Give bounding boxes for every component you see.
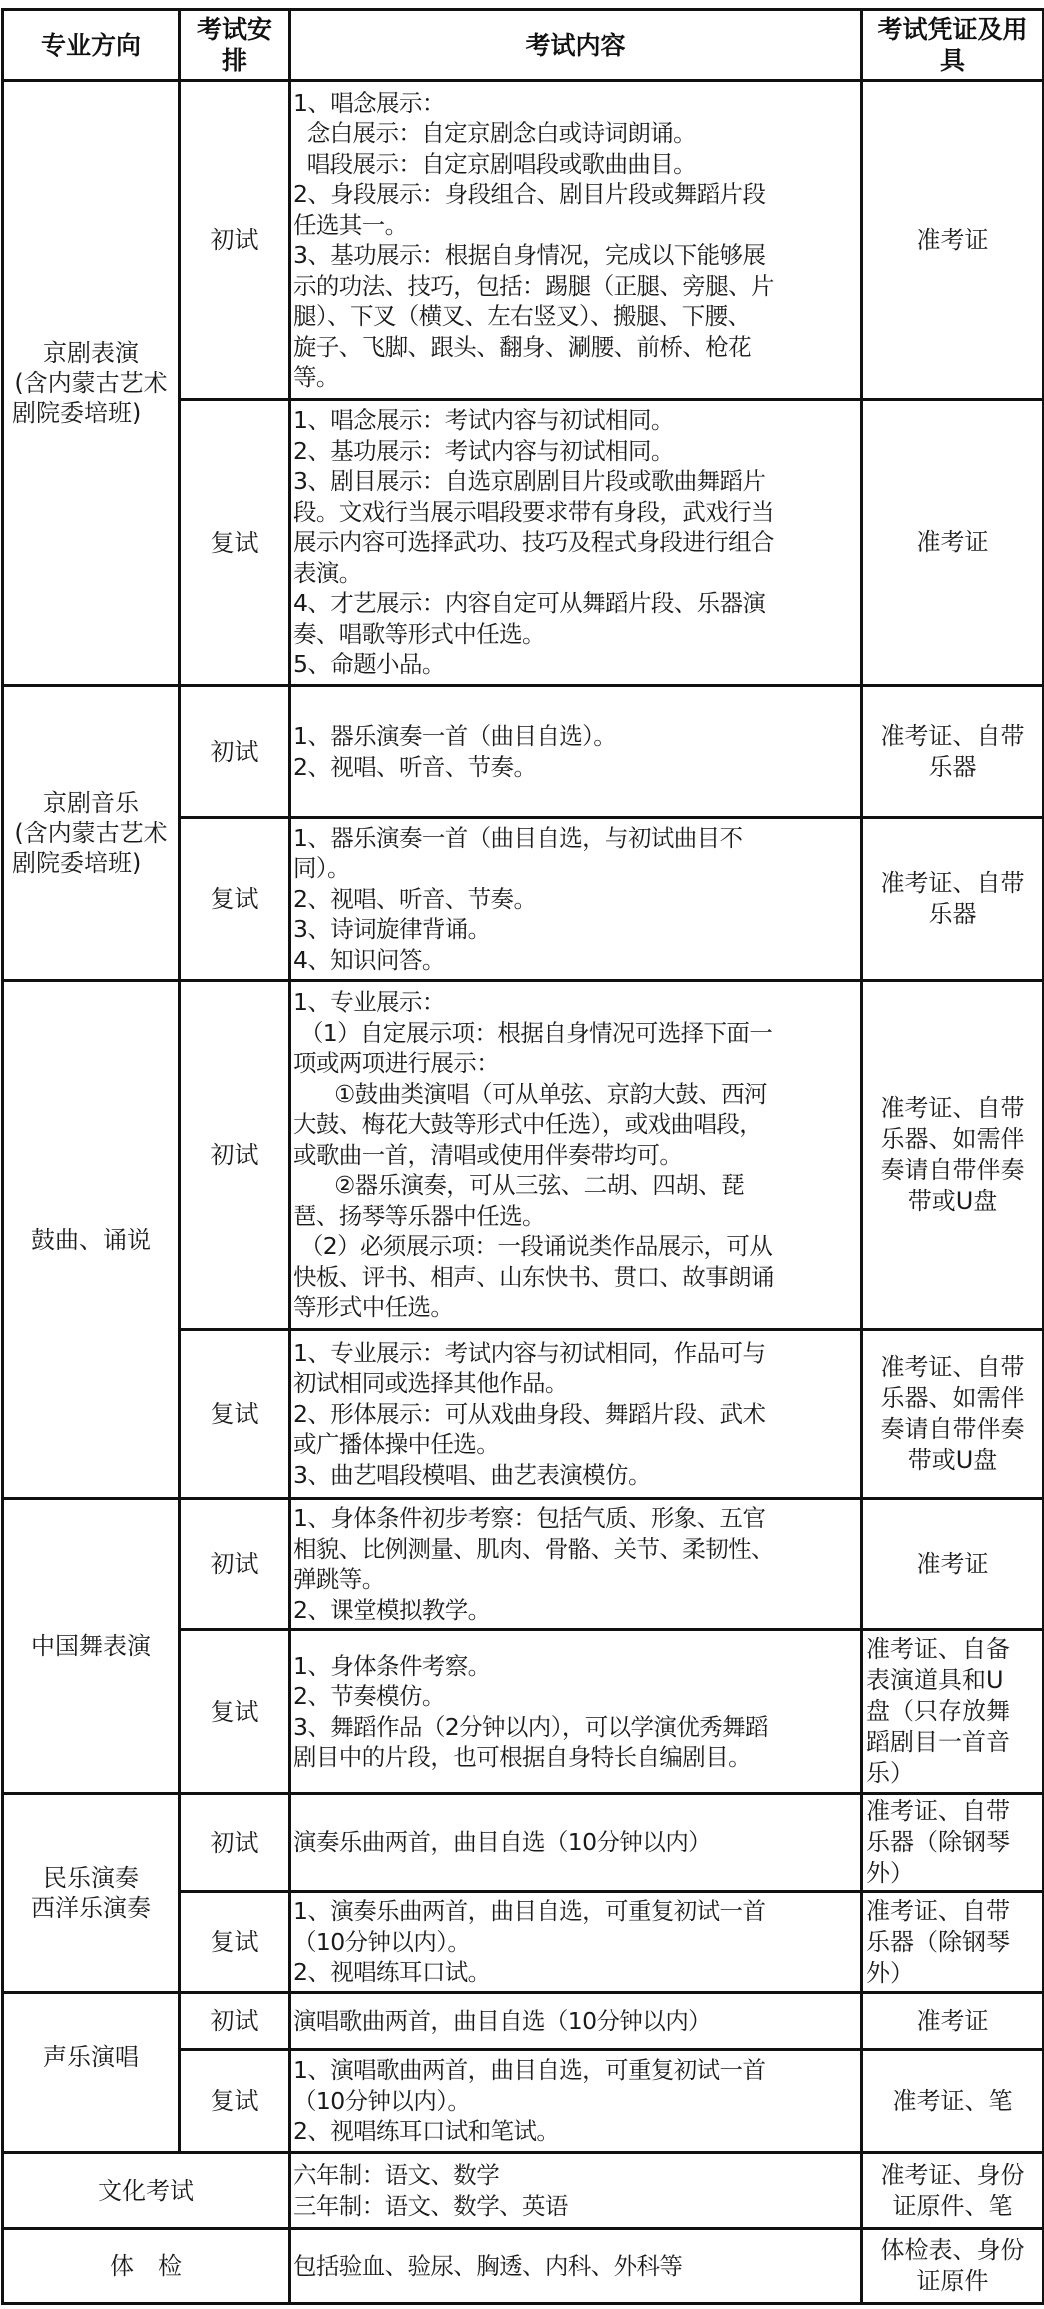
text-line: 奏、唱歌等形式中任选。 — [293, 619, 545, 648]
text-line: 1、器乐演奏一首（曲目自选，与初试曲目不 — [293, 823, 743, 852]
text-line: 2、节奏模仿。 — [293, 1682, 445, 1710]
content-cell — [290, 1794, 862, 1892]
text-line: 证原件、笔 — [892, 2191, 1013, 2220]
text-line: 三年制：语文、数学、英语 — [293, 2191, 568, 2220]
text-line: 1、演唱歌曲两首，曲目自选，可重复初试一首 — [293, 2056, 766, 2085]
text-line: 乐器、如需伴 — [880, 1125, 1025, 1153]
content-cell — [290, 1993, 862, 2050]
text-line: 4、才艺展示：内容自定可从舞蹈片段、乐器演 — [293, 589, 766, 618]
stage-cell: 复试 — [180, 1630, 290, 1794]
credentials-cell — [862, 818, 1044, 981]
text-line: 1、演奏乐曲两首，曲目自选，可重复初试一首 — [293, 1897, 766, 1926]
text-line: 5、命题小品。 — [293, 650, 445, 679]
table-row-physical-exam — [3, 2229, 1044, 2304]
text-line: 准考证 — [916, 225, 989, 254]
text-line: （10分钟以内）。 — [293, 1927, 471, 1956]
text-line: 4、知识问答。 — [293, 945, 445, 974]
text-line: 1、身体条件初步考察：包括气质、形象、五官 — [293, 1504, 766, 1532]
text-line: （10分钟以内）。 — [293, 2086, 471, 2115]
credentials-cell — [862, 1794, 1044, 1892]
text-line: 1、器乐演奏一首（曲目自选）。 — [293, 722, 617, 750]
text-line: 乐器（除钢琴 — [866, 1828, 1010, 1856]
table-row — [3, 1993, 1044, 2050]
stage-cell: 复试 — [180, 1330, 290, 1499]
text-line: 演唱歌曲两首，曲目自选（10分钟以内） — [293, 2006, 712, 2035]
stage-cell: 初试 — [180, 1993, 290, 2050]
text-line: 演奏乐曲两首，曲目自选（10分钟以内） — [293, 1828, 712, 1857]
text-line: 奏请自带伴奏 — [880, 1156, 1025, 1184]
text-line: 奏请自带伴奏 — [880, 1415, 1025, 1443]
text-line: 准考证、自带 — [880, 1353, 1025, 1381]
text-line: 段。文戏行当展示唱段要求带有身段，武戏行当 — [293, 497, 774, 526]
text-line: 任选其一。 — [293, 210, 408, 239]
text-line: 剧目中的片段，也可根据自身特长自编剧目。 — [293, 1743, 751, 1771]
credentials-cell — [862, 2050, 1044, 2153]
content-cell — [290, 81, 862, 400]
credentials-cell — [862, 1993, 1044, 2050]
text-line: 乐器 — [928, 900, 977, 928]
text-line: 快板、评书、相声、山东快书、贯口、故事朗诵 — [293, 1262, 774, 1291]
text-line: 旋子、飞脚、跟头、翻身、涮腰、前桥、枪花 — [293, 332, 751, 361]
text-line: 体检表、身份 — [880, 2236, 1025, 2264]
credentials-cell — [862, 2229, 1044, 2304]
stage-cell: 初试 — [180, 1499, 290, 1630]
stage-cell: 复试 — [180, 2050, 290, 2153]
text-line: 包括验血、验尿、胸透、内科、外科等 — [293, 2251, 683, 2280]
credentials-cell — [862, 400, 1044, 686]
text-line: 琶、扬琴等乐器中任选。 — [293, 1201, 545, 1230]
header-content: 考试内容 — [290, 10, 862, 81]
text-line: 蹈剧目一首音 — [866, 1728, 1010, 1756]
text-line: 3、基功展示：根据自身情况，完成以下能够展 — [293, 241, 766, 269]
text-line: 2、视唱练耳口试和笔试。 — [293, 2117, 560, 2146]
text-line: 准考证 — [916, 1549, 989, 1578]
stage-cell: 初试 — [180, 81, 290, 400]
text-line: 大鼓、梅花大鼓等形式中任选），或戏曲唱段， — [293, 1110, 763, 1139]
text-line: 准考证、身份 — [880, 2160, 1025, 2189]
text-line: 初试相同或选择其他作品。 — [293, 1369, 568, 1398]
text-line: 准考证、自备 — [866, 1635, 1010, 1663]
text-line: 六年制：语文、数学 — [293, 2161, 500, 2189]
text-line: 3、诗词旋律背诵。 — [293, 915, 491, 944]
content-cell — [290, 686, 862, 818]
credentials-cell — [862, 2153, 1044, 2229]
content-cell — [290, 981, 862, 1330]
text-line: 盘（只存放舞 — [866, 1697, 1010, 1725]
text-line: ①鼓曲类演唱（可从单弦、京韵大鼓、西河 — [293, 1079, 767, 1108]
stage-cell: 复试 — [180, 400, 290, 686]
text-line: 2、视唱练耳口试。 — [293, 1958, 491, 1987]
text-line: 准考证、笔 — [892, 2086, 1013, 2115]
stage-cell: 初试 — [180, 981, 290, 1330]
content-cell — [290, 1330, 862, 1499]
content-cell — [290, 1892, 862, 1993]
major-cell: 京剧音乐 (含内蒙古艺术 剧院委培班) — [3, 686, 180, 981]
text-line: 1、唱念展示： — [293, 88, 445, 117]
stage-cell: 复试 — [180, 1892, 290, 1993]
table-header-row — [3, 10, 1044, 81]
text-line: 带或U盘 — [907, 1446, 998, 1474]
text-line: 或歌曲一首，清唱或使用伴奏带均可。 — [293, 1140, 683, 1169]
text-line: 乐器（除钢琴 — [866, 1927, 1010, 1956]
text-line: 唱段展示：自定京剧唱段或歌曲曲目。 — [293, 149, 697, 178]
text-line: 表演。 — [293, 558, 362, 587]
text-line: 示的功法、技巧，包括：踢腿（正腿、旁腿、片 — [293, 271, 774, 300]
text-line: 外） — [866, 1958, 914, 1987]
header-major: 专业方向 — [3, 10, 180, 81]
text-line: 1、专业展示：考试内容与初试相同，作品可与 — [293, 1338, 766, 1367]
text-line: 2、视唱、听音、节奏。 — [293, 752, 537, 781]
text-line: 准考证、自带 — [866, 1896, 1010, 1925]
text-line: 弹跳等。 — [293, 1565, 385, 1593]
text-line: ②器乐演奏，可从三弦、二胡、四胡、琵 — [293, 1171, 744, 1200]
text-line: 1、唱念展示：考试内容与初试相同。 — [293, 406, 674, 435]
content-cell — [290, 2050, 862, 2153]
text-line: 准考证、自带 — [880, 869, 1025, 897]
content-cell — [290, 1499, 862, 1630]
text-line: 乐） — [866, 1759, 914, 1787]
text-line: 项或两项进行展示： — [293, 1049, 500, 1078]
credentials-cell — [862, 81, 1044, 400]
header-credentials: 考试凭证及用 具 — [862, 10, 1044, 81]
content-cell — [290, 818, 862, 981]
text-line: 2、身段展示：身段组合、剧目片段或舞蹈片段 — [293, 180, 766, 208]
text-line: 腿）、下叉（横叉、左右竖叉）、搬腿、下腰、 — [293, 302, 751, 330]
exam-schedule-table — [1, 8, 1044, 2305]
text-line: 乐器 — [928, 752, 977, 781]
credentials-cell — [862, 1630, 1044, 1794]
text-line: 等形式中任选。 — [293, 1293, 454, 1322]
text-line: 展示内容可选择武功、技巧及程式身段进行组合 — [293, 528, 774, 557]
text-line: 相貌、比例测量、肌肉、骨骼、关节、柔韧性、 — [293, 1534, 774, 1563]
text-line: 同）。 — [293, 854, 350, 883]
culture-exam-label: 文化考试 — [3, 2153, 290, 2229]
text-line: 2、形体展示：可从戏曲身段、舞蹈片段、武术 — [293, 1399, 766, 1428]
content-cell — [290, 400, 862, 686]
major-cell: 京剧表演 (含内蒙古艺术 剧院委培班) — [3, 81, 180, 686]
major-cell: 中国舞表演 — [3, 1499, 180, 1794]
header-stage: 考试安 排 — [180, 10, 290, 81]
content-cell — [290, 1630, 862, 1794]
credentials-cell — [862, 686, 1044, 818]
text-line: 带或U盘 — [907, 1187, 998, 1215]
table-row — [3, 81, 1044, 400]
credentials-cell — [862, 1892, 1044, 1993]
text-line: 1、专业展示： — [293, 988, 445, 1017]
text-line: 等。 — [293, 363, 339, 391]
stage-cell: 初试 — [180, 686, 290, 818]
table-row — [3, 981, 1044, 1330]
text-line: 3、曲艺唱段模唱、曲艺表演模仿。 — [293, 1460, 651, 1489]
credentials-cell — [862, 1330, 1044, 1499]
content-cell — [290, 2153, 862, 2229]
text-line: 1、身体条件考察。 — [293, 1651, 491, 1680]
text-line: 准考证 — [916, 528, 989, 556]
stage-cell: 复试 — [180, 818, 290, 981]
text-line: 2、视唱、听音、节奏。 — [293, 884, 537, 913]
major-cell: 声乐演唱 — [3, 1993, 180, 2153]
credentials-cell — [862, 981, 1044, 1330]
table-row — [3, 686, 1044, 818]
text-line: 准考证 — [916, 2006, 989, 2035]
text-line: 表演道具和U — [866, 1666, 1004, 1694]
table-row — [3, 1499, 1044, 1630]
text-line: 乐器、如需伴 — [880, 1384, 1025, 1412]
table-row — [3, 1794, 1044, 1892]
text-line: 3、剧目展示：自选京剧剧目片段或歌曲舞蹈片 — [293, 467, 766, 496]
stage-cell: 初试 — [180, 1794, 290, 1892]
text-line: 或广播体操中任选。 — [293, 1430, 500, 1459]
credentials-cell — [862, 1499, 1044, 1630]
text-line: （2）必须展示项：一段诵说类作品展示，可从 — [293, 1232, 773, 1261]
text-line: 证原件 — [916, 2267, 989, 2295]
text-line: 2、基功展示：考试内容与初试相同。 — [293, 436, 674, 465]
content-cell — [290, 2229, 862, 2304]
text-line: 3、舞蹈作品（2分钟以内），可以学演优秀舞蹈 — [293, 1712, 768, 1741]
text-line: 准考证、自带 — [866, 1797, 1010, 1825]
text-line: 外） — [866, 1859, 914, 1887]
table-row-culture-exam — [3, 2153, 1044, 2229]
physical-exam-label: 体 检 — [3, 2229, 290, 2304]
text-line: 准考证、自带 — [880, 721, 1025, 750]
major-cell: 鼓曲、诵说 — [3, 981, 180, 1499]
text-line: 准考证、自带 — [880, 1094, 1025, 1122]
major-cell: 民乐演奏 西洋乐演奏 — [3, 1794, 180, 1993]
text-line: 念白展示：自定京剧念白或诗词朗诵。 — [293, 119, 697, 147]
text-line: （1）自定展示项：根据自身情况可选择下面一 — [293, 1018, 773, 1047]
text-line: 2、课堂模拟教学。 — [293, 1595, 491, 1624]
